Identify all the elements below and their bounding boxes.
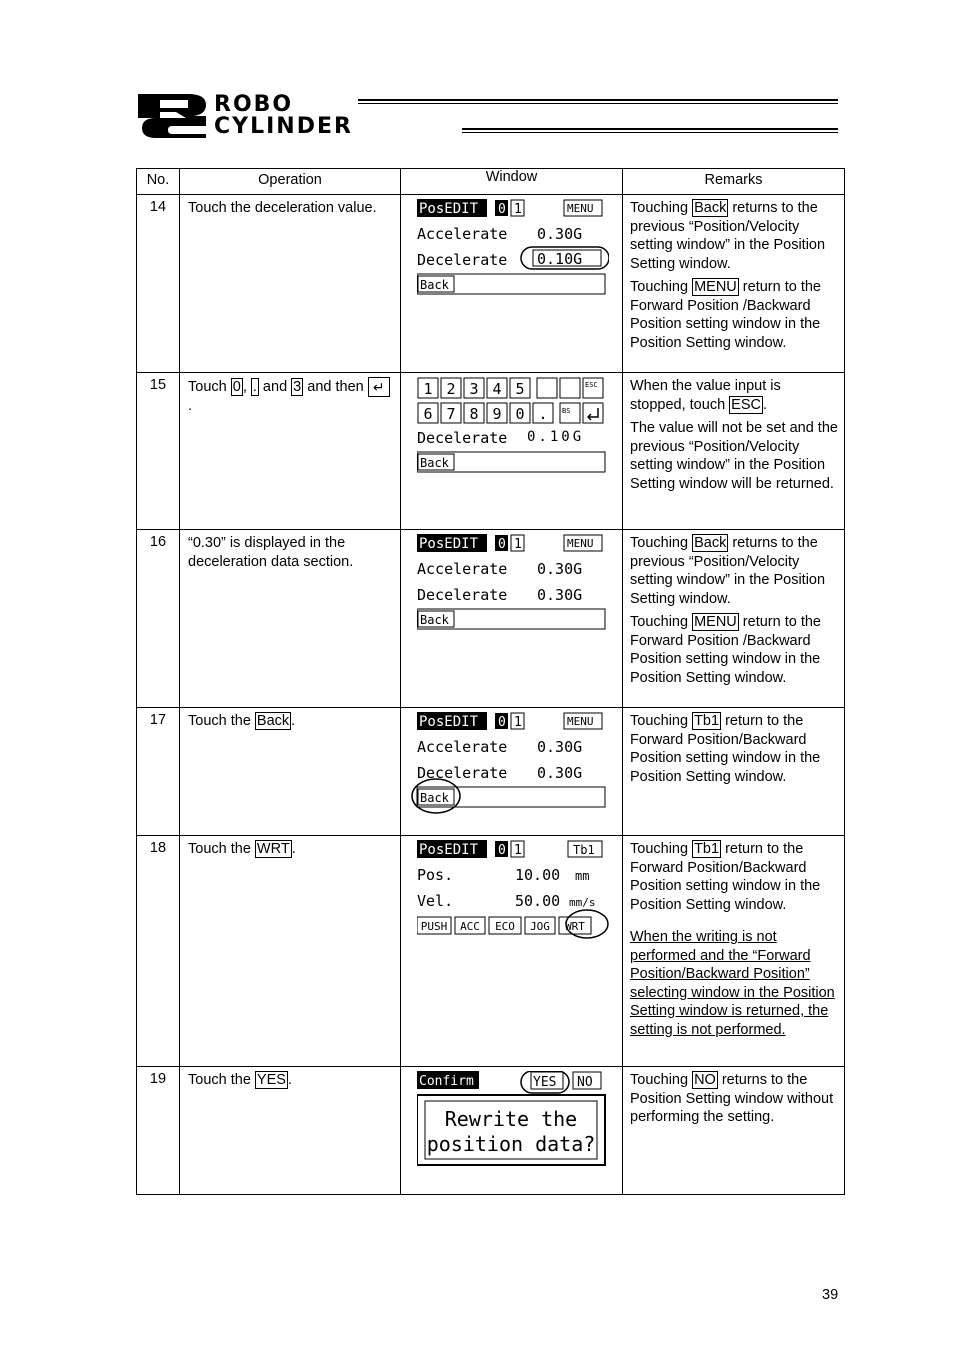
operation-text-part: Touch the — [188, 1072, 255, 1088]
screen-digit: 0 — [498, 715, 506, 730]
key-label: WRT — [256, 841, 290, 857]
screen-digit: 0 — [498, 537, 506, 552]
key-label: Back — [694, 535, 727, 551]
keypad-key-label: 6 — [423, 405, 433, 423]
lcd-screen-confirm — [417, 1071, 605, 1171]
operation-table — [136, 168, 845, 1195]
remarks-cell — [623, 836, 845, 1067]
key-label: YES — [256, 1072, 286, 1088]
accel-label: Accelerate — [417, 225, 508, 243]
screen-digit: 0 — [498, 843, 506, 858]
decel-label: Decelerate — [417, 251, 508, 269]
menu-button[interactable]: MENU — [567, 715, 594, 728]
decel-value: 0.10G — [527, 429, 585, 445]
key-label: Back — [256, 713, 290, 729]
header-no: No. — [137, 169, 180, 195]
remarks-cell — [623, 1067, 845, 1195]
logo-rule-bottom — [462, 128, 838, 133]
remarks-cell — [623, 530, 845, 708]
key-label: 0 — [232, 378, 241, 395]
key-label: . — [252, 378, 257, 395]
back-button[interactable]: Back — [420, 791, 449, 805]
enter-arrow-icon — [588, 408, 598, 420]
remark-text: Touching — [630, 614, 693, 630]
bs-key-label: BS — [562, 407, 571, 415]
tab-button[interactable]: Tb1 — [573, 843, 595, 857]
key-label: Tb1 — [694, 713, 720, 729]
decel-label: Decelerate — [417, 764, 508, 782]
remark-text: Touching — [630, 535, 693, 551]
push-button-label: PUSH — [420, 920, 448, 933]
remark-text: Touching — [630, 200, 693, 216]
screen-title: PosEDIT — [419, 842, 479, 858]
robo-cylinder-logo — [136, 92, 840, 140]
operation-text — [180, 1067, 401, 1195]
velocity-value: 50.00 — [515, 892, 561, 910]
key-label: Tb1 — [694, 841, 720, 857]
remark-paragraph — [630, 712, 838, 786]
yes-button[interactable]: YES — [533, 1075, 557, 1090]
screen-digit: 1 — [514, 843, 522, 858]
remark-paragraph — [630, 199, 838, 273]
decel-value[interactable]: 0.10G — [537, 250, 583, 268]
operation-text — [180, 373, 401, 530]
remark-text: returns to the previous “Position/Velocity setting window” in the Position Setting window. — [630, 200, 826, 272]
row-number: 17 — [137, 708, 180, 836]
accel-value: 0.30G — [537, 225, 583, 243]
decel-label: Decelerate — [417, 429, 508, 447]
keypad-key-label: 3 — [469, 380, 479, 398]
lcd-screen-posedit — [417, 199, 605, 299]
key-label: ESC — [731, 396, 761, 413]
table-row — [137, 195, 845, 373]
no-button[interactable]: NO — [577, 1075, 593, 1090]
operation-text-part: and — [258, 378, 292, 395]
enter-key-icon: ↵ — [368, 377, 390, 397]
remark-text: return to the Forward Position /Backward Position setting window in the Position Setting window. — [630, 279, 821, 351]
screen-digit: 1 — [514, 202, 522, 217]
position-value: 10.00 — [515, 866, 561, 884]
acc-button-label: ACC — [460, 920, 480, 933]
operation-text — [180, 708, 401, 836]
lcd-screen-posedit — [417, 534, 605, 634]
position-label: Pos. — [417, 866, 454, 884]
operation-text: Touch the deceleration value. — [180, 195, 401, 373]
row-number: 15 — [137, 373, 180, 530]
keypad-key-label: 8 — [469, 405, 479, 423]
remark-text: Touching — [630, 279, 693, 295]
keypad-key-label: . — [538, 405, 548, 423]
row-number: 16 — [137, 530, 180, 708]
keypad-row-2 — [418, 403, 553, 423]
operation-text-part: Touch the — [188, 841, 255, 857]
operation-text: “0.30” is displayed in the deceleration data section. — [180, 530, 401, 708]
keypad-row-1 — [418, 378, 530, 398]
remark-text: returns to the Position Setting window without performing the setting. — [630, 1072, 834, 1125]
symbol-key[interactable] — [560, 378, 580, 398]
accel-value: 0.30G — [537, 738, 583, 756]
decel-value: 0.30G — [537, 586, 583, 604]
remark-paragraph-underlined: When the writing is not performed and the “Forward Position/Backward Position” selecting window in the Position Setting window is returned, the setting is not performed. — [630, 929, 835, 1038]
table-row — [137, 1067, 845, 1195]
decel-label: Decelerate — [417, 586, 508, 604]
function-buttons — [417, 917, 591, 934]
remark-paragraph — [630, 613, 838, 687]
remark-text: returns to the previous “Position/Velocity setting window” in the Position Setting window. — [630, 535, 826, 607]
header-window: Window — [401, 169, 623, 195]
operation-text-part: and then — [303, 378, 368, 395]
table-row — [137, 373, 845, 530]
esc-key-label: ESC — [585, 381, 598, 389]
table-row — [137, 530, 845, 708]
menu-button[interactable]: MENU — [567, 537, 594, 550]
screen-digit: 0 — [498, 202, 506, 217]
operation-text-part: . — [291, 713, 296, 729]
keypad-key-label: 7 — [446, 405, 456, 423]
operation-text-part: Touch the — [188, 713, 255, 729]
accel-label: Accelerate — [417, 560, 508, 578]
table-row — [137, 708, 845, 836]
operation-text-part: . — [287, 1072, 292, 1088]
screen-title: PosEDIT — [419, 714, 479, 730]
dialog-message-line1: Rewrite the — [444, 1107, 578, 1131]
keypad-key-label: 5 — [515, 380, 525, 398]
window-cell — [401, 836, 623, 1067]
keypad-key-label: 4 — [492, 380, 502, 398]
operation-text-part: , — [242, 378, 251, 395]
remarks-cell — [623, 373, 845, 530]
key-label: MENU — [694, 279, 737, 295]
table-row — [137, 836, 845, 1067]
back-button[interactable]: Back — [420, 278, 449, 292]
window-cell — [401, 195, 623, 373]
screen-title: Confirm — [419, 1074, 474, 1089]
menu-button[interactable]: MENU — [567, 202, 594, 215]
operation-text-part: . — [291, 841, 296, 857]
rc-logo-icon — [136, 92, 216, 140]
keypad-key-label: 1 — [423, 380, 433, 398]
screen-title: PosEDIT — [419, 201, 479, 217]
key-label: MENU — [694, 614, 737, 630]
row-number: 19 — [137, 1067, 180, 1195]
remark-text: return to the Forward Position/Backward Position setting window in the Position Setting window. — [630, 841, 821, 913]
keypad-key-label: 2 — [446, 380, 456, 398]
remark-text: When the value input is stopped, touch — [630, 378, 781, 413]
accel-value: 0.30G — [537, 560, 583, 578]
row-number: 14 — [137, 195, 180, 373]
key-label: NO — [694, 1072, 716, 1088]
header-operation: Operation — [180, 169, 401, 195]
page-number: 39 — [822, 1287, 839, 1303]
decel-value: 0.30G — [537, 764, 583, 782]
row-number: 18 — [137, 836, 180, 1067]
window-cell — [401, 530, 623, 708]
operation-text-part: Touch — [188, 378, 231, 395]
back-button[interactable]: Back — [420, 456, 449, 470]
screen-title: PosEDIT — [419, 536, 479, 552]
accel-label: Accelerate — [417, 738, 508, 756]
back-button[interactable]: Back — [420, 613, 449, 627]
lcd-screen-posedit — [409, 712, 609, 816]
logo-line-1: ROBO — [214, 92, 294, 117]
remark-text: . — [763, 396, 768, 413]
remarks-cell — [623, 195, 845, 373]
velocity-unit: mm/s — [569, 896, 596, 909]
remark-text: Touching — [630, 1072, 693, 1088]
logo-line-2: CYLINDER — [214, 114, 353, 139]
operation-text-part: . — [188, 398, 193, 414]
keypad-key-label: 0 — [515, 405, 525, 423]
dialog-message-line2: position data? — [426, 1132, 596, 1156]
jog-button-label: JOG — [530, 920, 550, 933]
window-cell — [401, 373, 623, 530]
velocity-label: Vel. — [417, 892, 454, 910]
key-label: Back — [694, 200, 727, 216]
key-label: 3 — [293, 378, 302, 395]
remark-paragraph — [630, 840, 838, 914]
blank-key[interactable] — [537, 378, 557, 398]
lcd-screen-position — [417, 840, 605, 944]
screen-digit: 1 — [514, 537, 522, 552]
screen-digit: 1 — [514, 715, 522, 730]
remark-paragraph — [630, 377, 838, 414]
lcd-screen-keypad — [417, 377, 605, 477]
window-cell — [401, 708, 623, 836]
enter-key[interactable] — [583, 403, 603, 423]
remark-paragraph — [630, 278, 838, 352]
remark-paragraph — [630, 1071, 838, 1127]
remark-paragraph: The value will not be set and the previous “Position/Velocity setting window” in the Position Setting window will be returned. — [630, 420, 838, 492]
remark-text: Touching — [630, 841, 693, 857]
position-unit: mm — [575, 869, 590, 883]
keypad-key-label: 9 — [492, 405, 502, 423]
remarks-cell — [623, 708, 845, 836]
operation-text — [180, 836, 401, 1067]
window-cell — [401, 1067, 623, 1195]
eco-button-label: ECO — [495, 920, 515, 933]
header-remarks: Remarks — [623, 169, 845, 195]
table-header-row — [137, 169, 845, 195]
logo-rule-top — [358, 99, 838, 104]
remark-text: Touching — [630, 713, 693, 729]
remark-text: return to the Forward Position /Backward Position setting window in the Position Setting window. — [630, 614, 821, 686]
remark-text: return to the Forward Position/Backward Position setting window in the Position Setting window. — [630, 713, 821, 785]
remark-paragraph — [630, 534, 838, 608]
wrt-button-label: WRT — [565, 920, 585, 933]
